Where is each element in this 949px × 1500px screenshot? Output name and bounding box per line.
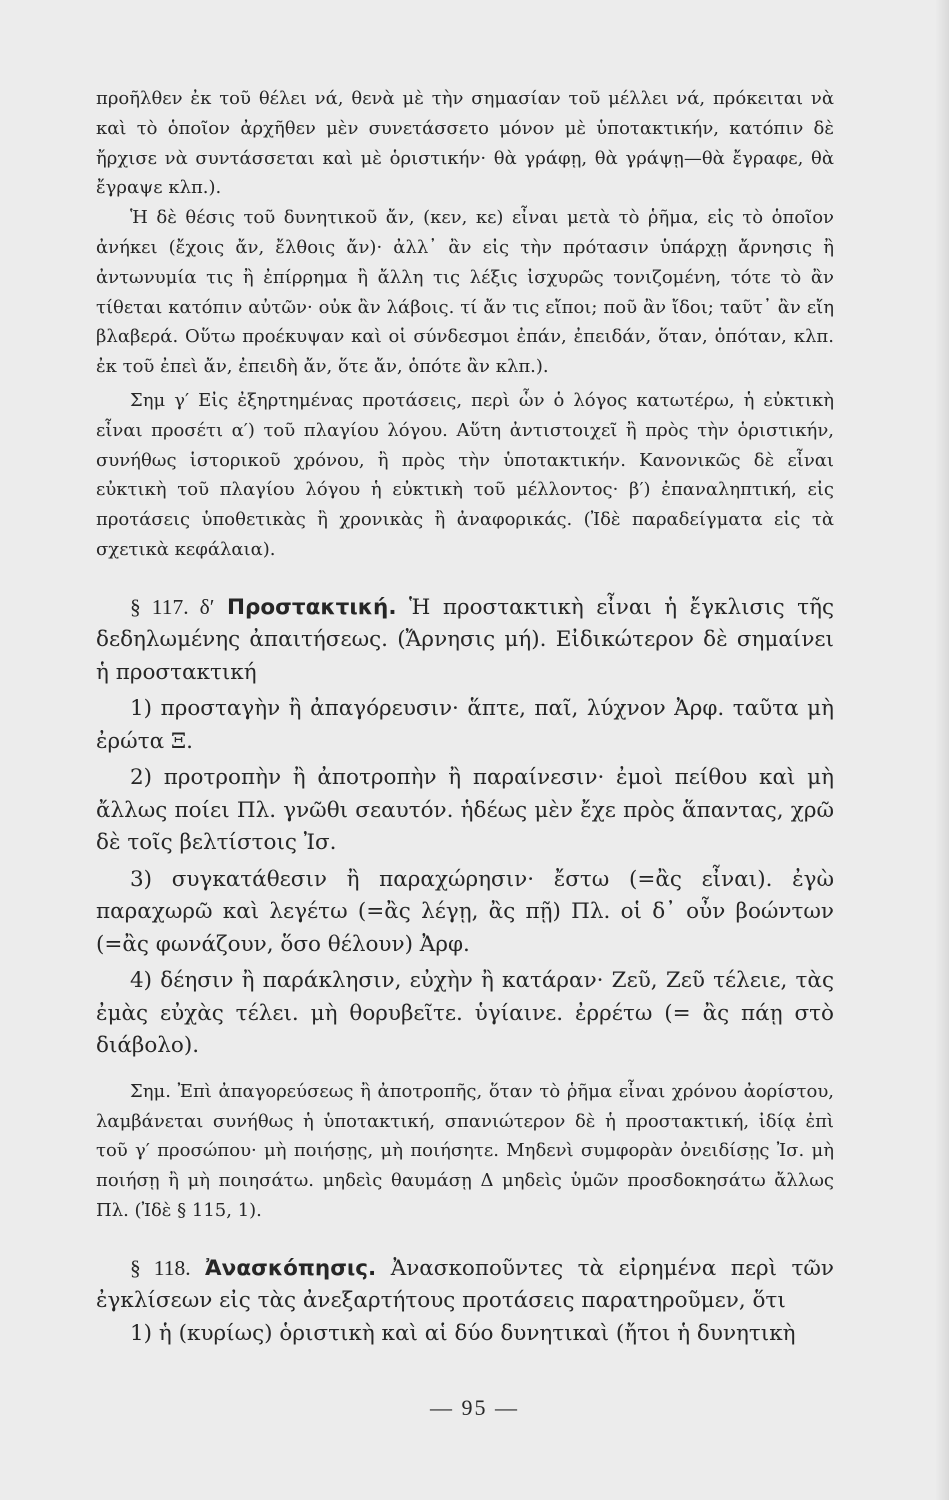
section-117 <box>96 591 834 690</box>
page-number: — 95 — <box>430 1395 519 1420</box>
paragraph-continuation: προῆλθεν ἐκ τοῦ θέλει νά, θενὰ μὲ τὴν σημασίαν τοῦ μέλλει νά, πρόκειται νὰ καὶ τὸ ὁποῖον ἀρχῆθεν μὲν συνετάσσετο μόνον μὲ ὑποτακτικήν, κατόπιν δὲ ἤρχισε νὰ συντάσσεται καὶ μὲ ὁριστικήν· θὰ γράφῃ, θὰ γράψῃ—θὰ ἔγραφε, θὰ ἔγραψε κλπ.). <box>96 88 834 199</box>
section-118-body: Ἀνασκοποῦντες τὰ εἰρημένα περὶ τῶν ἐγκλίσεων εἰς τὰς ἀνεξαρτήτους προτάσεις παρατηροῦμεν, ὅτι <box>96 1255 834 1314</box>
list-item-command: 1) προσταγὴν ἢ ἀπαγόρευσιν· ἅπτε, παῖ, λύχνον Ἀρφ. ταῦτα μὴ ἐρώτα Ξ. <box>96 696 834 754</box>
section-117-body: Ἡ προστακτικὴ εἶναι ἡ ἔγκλισις τῆς δεδηλωμένης ἀπαιτήσεως. (Ἄρνησις μή). Εἰδικώτερον δὲ σημαίνει ἡ προστακτική <box>96 594 834 685</box>
paragraph-dynamic-an: Ἡ δὲ θέσις τοῦ δυνητικοῦ ἄν, (κεν, κε) εἶναι μετὰ τὸ ῥῆμα, εἰς τὸ ὁποῖον ἀνήκει (ἔχοις ἄν, ἔλθοις ἄν)· ἀλλ᾽ ἂν εἰς τὴν πρότασιν ὑπάρχῃ ἄρνησις ἢ ἀντωνυμία τις ἢ ἐπίρρημα ἢ ἄλλη τις λέξις ἰσχυρῶς τονιζομένη, τότε τὸ ἂν τίθεται κατόπιν αὐτῶν· οὐκ ἂν λάβοις. τί ἄν τις εἴποι; ποῦ ἂν ἴδοι; ταῦτ᾽ ἂν εἴη βλαβερά. Οὕτω προέκυψαν καὶ οἱ σύνδεσμοι ἐπάν, ἐπειδάν, ὅταν, ὁπόταν, κλπ. ἐκ τοῦ ἐπεὶ ἄν, ἐπειδὴ ἄν, ὅτε ἄν, ὁπότε ἂν κλπ.). <box>96 207 834 378</box>
list-item-prayer: 4) δέησιν ἢ παράκλησιν, εὐχὴν ἢ κατάραν· Ζεῦ, Ζεῦ τέλειε, τὰς ἐμὰς εὐχὰς τέλει. μὴ θορυβεῖτε. ὑγίαινε. ἐρρέτω (= ἂς πάῃ στὸ διάβολο). <box>96 968 834 1059</box>
page-text <box>96 84 834 1350</box>
paragraph-note-gamma: Σημ γ′ Εἰς ἐξηρτημένας προτάσεις, περὶ ὧν ὁ λόγος κατωτέρω, ἡ εὐκτικὴ εἶναι προσέτι α′) τοῦ πλαγίου λόγου. Αὕτη ἀντιστοιχεῖ ἢ πρὸς τὴν ὁριστικήν, συνήθως ἱστορικοῦ χρόνου, ἢ πρὸς τὴν ὑποτακτικήν. Κανονικῶς δὲ εἶναι εὐκτικὴ τοῦ πλαγίου λόγου ἡ εὐκτικὴ τοῦ μέλλοντος· β′) ἐπαναληπτική, εἰς προτάσεις ὑποθετικὰς ἢ χρονικὰς ἢ ἀναφορικάς. (Ἰδὲ παραδείγματα εἰς τὰ σχετικὰ κεφάλαια). <box>96 389 834 560</box>
section-118-title: Ἀνασκόπησις. <box>205 1255 377 1281</box>
section-118 <box>96 1252 834 1318</box>
section-118-number: § 118. <box>130 1255 191 1280</box>
list-item-indicative: 1) ἡ (κυρίως) ὁριστικὴ καὶ αἱ δύο δυνητικαὶ (ἤτοι ἡ δυνητικὴ <box>130 1320 796 1346</box>
paragraph-note-prohibition: Σημ. Ἐπὶ ἀπαγορεύσεως ἢ ἀποτροπῆς, ὅταν τὸ ῥῆμα εἶναι χρόνου ἀορίστου, λαμβάνεται συνήθως ἡ ὑποτακτική, σπανιώτερον δὲ ἡ προστακτική, ἰδίᾳ ἐπὶ τοῦ γ′ προσώπου· μὴ ποιήσῃς, μὴ ποιήσητε. Μηδενὶ συμφορὰν ὀνειδίσῃς Ἰσ. μὴ ποιήσῃ ἢ μὴ ποιησάτω. μηδεὶς θαυμάσῃ Δ μηδεὶς ὑμῶν προσδοκησάτω ἄλλως Πλ. (Ἰδὲ § 115, 1). <box>96 1080 834 1221</box>
section-117-title: Προστακτική. <box>226 594 397 620</box>
page-edge-shadow <box>935 0 949 1500</box>
section-117-number: § 117. δ′ <box>130 594 215 619</box>
list-item-concession: 3) συγκατάθεσιν ἢ παραχώρησιν· ἔστω (=ἂς εἶναι). ἐγὼ παραχωρῶ καὶ λεγέτω (=ἂς λέγῃ, ἂς πῇ) Πλ. οἱ δ᾽ οὖν βοώντων (=ἂς φωνάζουν, ὅσο θέλουν) Ἀρφ. <box>96 866 834 957</box>
list-item-exhortation: 2) προτροπὴν ἢ ἀποτροπὴν ἢ παραίνεσιν· ἐμοὶ πείθου καὶ μὴ ἄλλως ποίει Πλ. γνῶθι σεαυτόν. ἡδέως μὲν ἔχε πρὸς ἅπαντας, χρῶ δὲ τοῖς βελτίστοις Ἰσ. <box>96 765 834 856</box>
